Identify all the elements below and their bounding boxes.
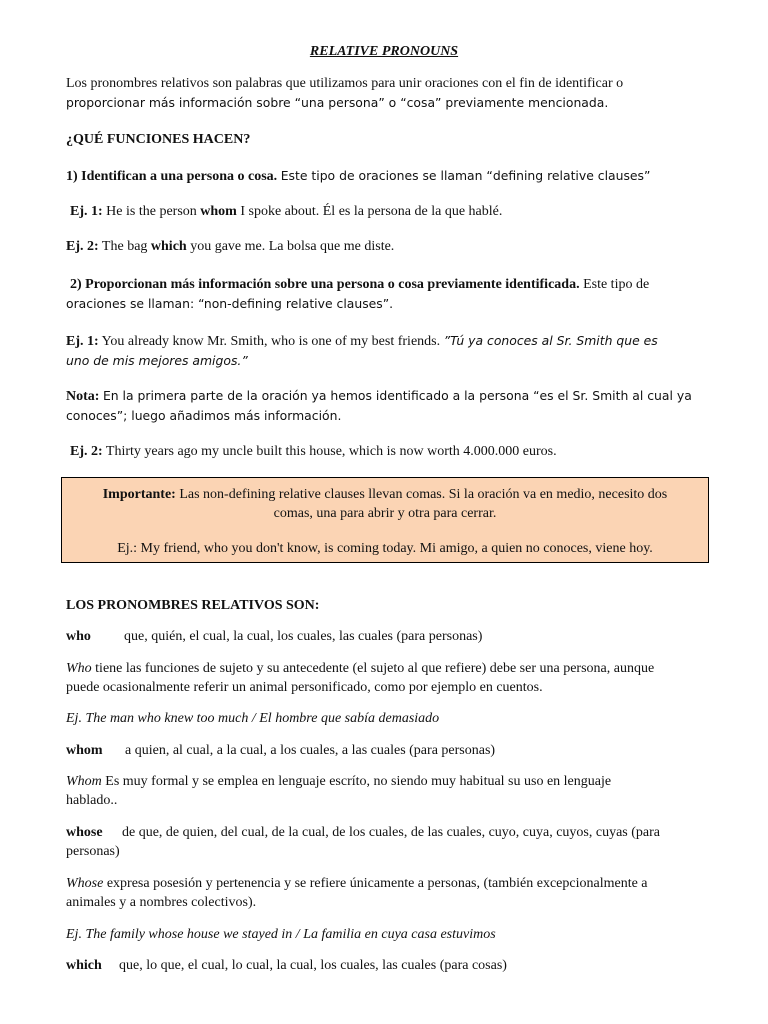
whom-description [66,772,720,810]
intro-line-1: Los pronombres relativos son palabras que utilizamos para unir oraciones con el fin de identificar o [66,76,624,91]
who-description-line-2: puede ocasionalmente referir un animal personificado, como por ejemplo en cuentos. [66,680,543,695]
whom-description-term: Whom [66,774,102,789]
who-meaning: que, quién, el cual, la cual, los cuales, las cuales (para personas) [124,629,483,644]
whom-meaning: a quien, al cual, a la cual, a los cuales, a las cuales (para personas) [125,743,496,758]
whose-term: whose [66,825,103,840]
important-line-2: comas, una para abrir y otra para cerrar. [273,506,497,521]
example-2-part-a: The bag [101,239,148,254]
note-line-2: conoces”; luego añadimos más información. [66,408,342,423]
whose-example: Ej. The family whose house we stayed in / La familia en cuya casa estuvimos [66,927,496,942]
whom-term: whom [66,743,103,758]
example-1-keyword: whom [200,204,237,219]
page-title: RELATIVE PRONOUNS [309,44,459,59]
example-3-translation-2: uno de mis mejores amigos.” [66,353,248,368]
example-4-label: Ej. 2: [70,444,103,459]
function-1 [66,166,720,186]
important-example: Ej.: My friend, who you don't know, is coming today. Mi amigo, a quien no conoces, viene hoy. [117,541,653,556]
function-2-line-2: oraciones se llaman: “non-defining relative clauses”. [66,296,394,311]
whom-description-line-2: hablado.. [66,793,118,808]
example-3-translation-1: ”Tú ya conoces al Sr. Smith que es [443,333,658,348]
whose-description-line-1: expresa posesión y pertenencia y se refiere únicamente a personas, (también excepcionalmente a [106,876,648,891]
functions-heading [66,130,720,149]
function-1-title: 1) Identifican a una persona o cosa. [66,169,278,184]
example-3-text: You already know Mr. Smith, who is one of my best friends. [101,334,441,349]
pronouns-list-heading-text: LOS PRONOMBRES RELATIVOS SON: [66,598,320,613]
who-description-term: Who [66,661,92,676]
important-note-box [61,477,709,563]
function-2-text: Este tipo de [583,277,650,292]
important-line-1: Las non-defining relative clauses llevan comas. Si la oración va en medio, necesito dos [179,487,668,502]
who-example: Ej. The man who knew too much / El hombre que sabía demasiado [66,711,440,726]
example-4-non-defining [70,442,724,461]
example-3-non-defining [66,331,720,371]
who-description [66,659,720,697]
example-2-keyword: which [150,239,187,254]
whom-definition [66,741,720,760]
which-term: which [66,958,102,973]
example-1-part-c: I spoke about. Él es la persona de la que hablé. [240,204,503,219]
intro-line-2: proporcionar más información sobre “una persona” o “cosa” previamente mencionada. [66,95,609,110]
pronouns-list-heading [66,596,720,615]
example-2-part-c: you gave me. La bolsa que me diste. [190,239,395,254]
example-1-label: Ej. 1: [70,204,103,219]
whose-meaning-2: personas) [66,844,120,859]
note-paragraph [66,386,720,426]
whose-description-line-2: animales y a nombres colectivos). [66,895,257,910]
whose-description [66,874,720,912]
intro-paragraph [66,74,720,113]
function-2-title: 2) Proporcionan más información sobre una persona o cosa previamente identificada. [70,277,580,292]
whom-description-line-1: Es muy formal y se emplea en lenguaje escríto, no siendo muy habitual su uso en lenguaje [105,774,612,789]
who-term: who [66,629,91,644]
whose-definition [66,823,720,861]
note-label: Nota: [66,389,100,404]
functions-heading-text: ¿QUÉ FUNCIONES HACEN? [66,132,251,147]
who-definition [66,627,720,646]
function-1-text: Este tipo de oraciones se llaman “defining relative clauses” [280,168,651,183]
important-note-text [70,485,700,523]
example-2-label: Ej. 2: [66,239,99,254]
which-definition [66,956,720,975]
example-1-part-a: He is the person [106,204,197,219]
example-1-defining [70,202,724,221]
example-2-defining [66,237,720,256]
example-3-label: Ej. 1: [66,334,99,349]
function-2 [66,275,715,314]
whose-meaning-1: de que, de quien, del cual, de la cual, de los cuales, de las cuales, cuyo, cuya, cuyos, cuyas (para [122,825,661,840]
which-meaning: que, lo que, el cual, lo cual, la cual, los cuales, las cuales (para cosas) [119,958,507,973]
important-label: Importante: [102,487,176,502]
who-description-line-1: tiene las funciones de sujeto y su antecedente (el sujeto al que refiere) debe ser una persona, aunque [95,661,655,676]
example-4-text: Thirty years ago my uncle built this house, which is now worth 4.000.000 euros. [105,444,557,459]
note-line-1: En la primera parte de la oración ya hemos identificado a la persona “es el Sr. Smith al cual ya [102,388,692,403]
whose-description-term: Whose [66,876,104,891]
